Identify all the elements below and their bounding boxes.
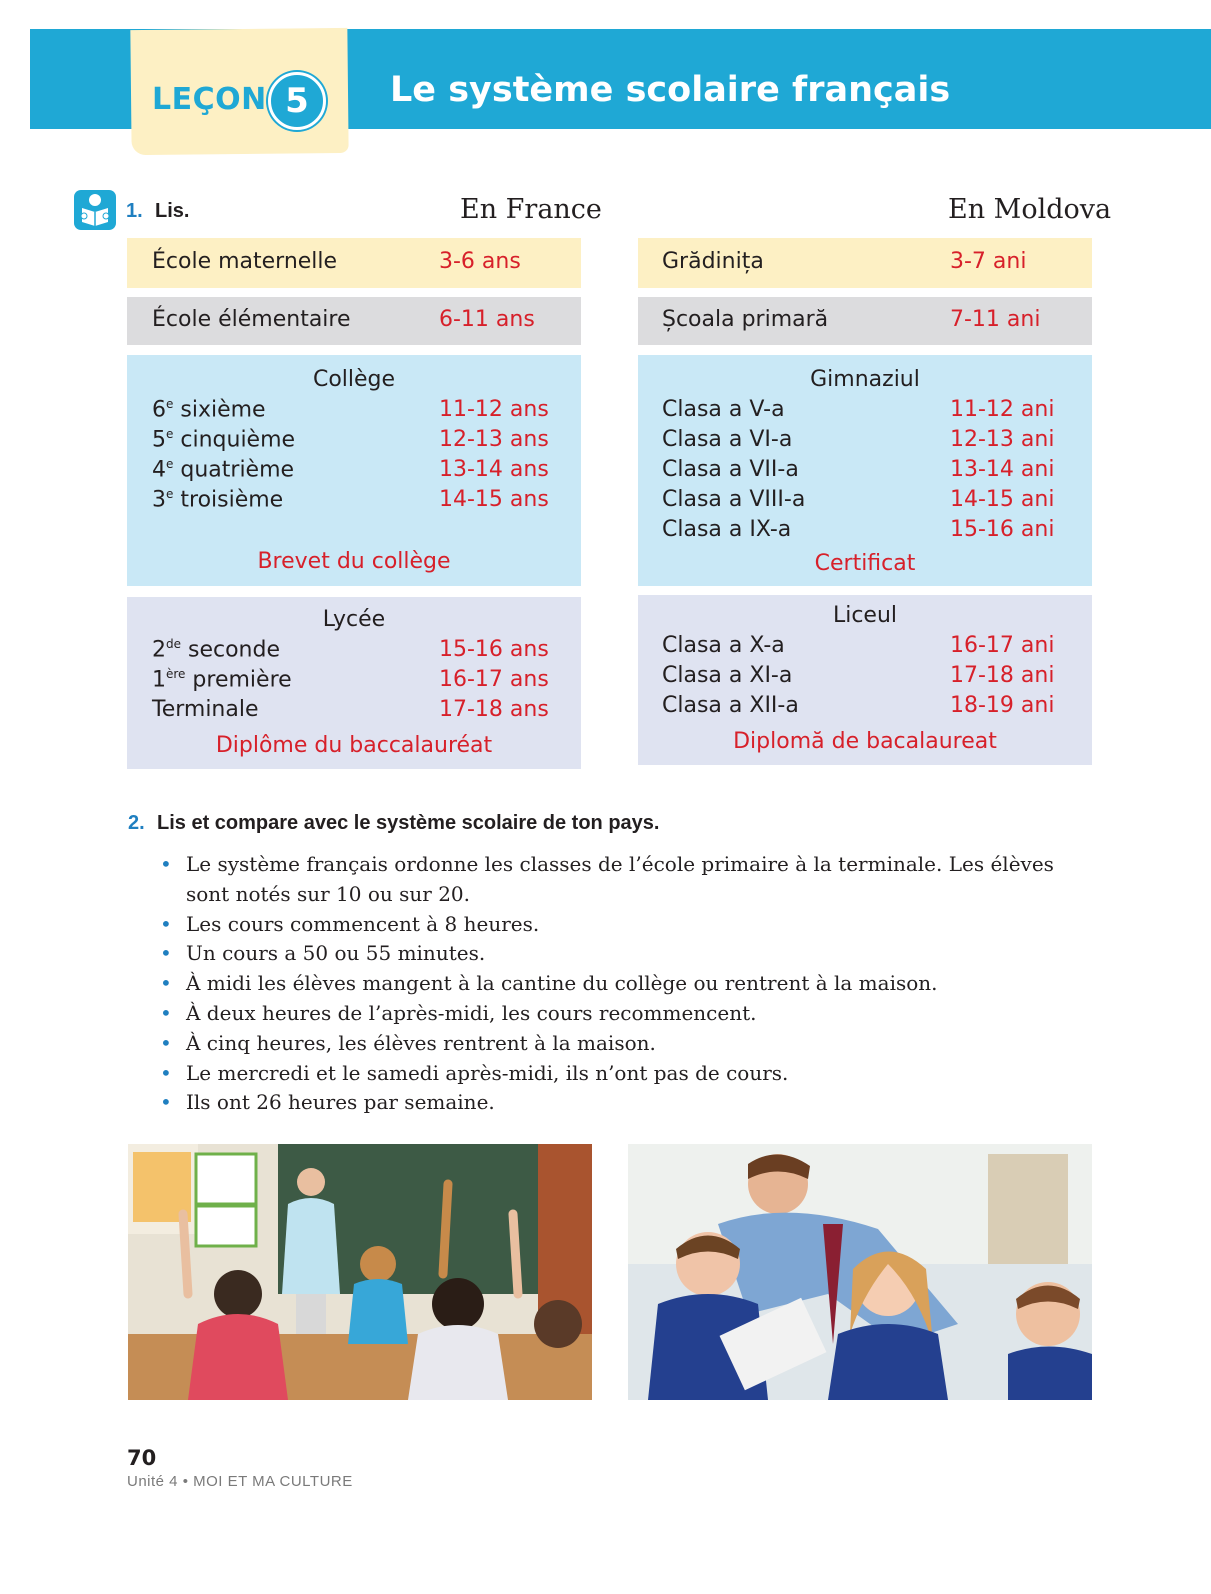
age-range: 18-19 ani (950, 693, 1055, 718)
age-range: 11-12 ani (950, 397, 1055, 422)
exercise-1-instruction: Lis. (155, 200, 190, 222)
age-range: 12-13 ans (439, 427, 549, 452)
reader-icon (74, 190, 116, 230)
bullet-icon: • (160, 1000, 172, 1025)
level-label: École maternelle (152, 249, 338, 274)
college-diploma: Brevet du collège (257, 549, 451, 574)
lycee-diploma: Diplôme du baccalauréat (215, 733, 493, 758)
list-item: • À deux heures de l’après-midi, les cours recommencent. (160, 999, 1100, 1029)
age-range: 16-17 ani (950, 633, 1055, 658)
bullet-icon: • (160, 1090, 172, 1115)
exercise-1-number: 1. (126, 200, 143, 222)
liceul-title: Liceul (832, 603, 898, 628)
list-item: • Le système français ordonne les classes de l’école primaire à la terminale. Les élèves sont notés sur 10 ou sur 20. (160, 852, 1054, 906)
teacher-students-photo (628, 1144, 1092, 1400)
list-item: • Ils ont 26 heures par semaine. (160, 1088, 1100, 1118)
class-label: Clasa a VI-a (662, 427, 793, 452)
age-range: 11-12 ans (439, 397, 549, 422)
lycee-title: Lycée (322, 607, 386, 632)
france-college-box (127, 355, 581, 586)
class-label: Clasa a XII-a (662, 693, 799, 718)
france-maternelle-row (127, 238, 581, 288)
class-label: Clasa a IX-a (662, 517, 792, 542)
class-label: Clasa a X-a (662, 633, 785, 658)
age-range: 17-18 ani (950, 663, 1055, 688)
france-heading: En France (460, 194, 602, 225)
moldova-heading: En Moldova (948, 194, 1112, 225)
class-label: Clasa a V-a (662, 397, 785, 422)
college-title: Collège (312, 367, 396, 392)
age-range: 15-16 ani (950, 517, 1055, 542)
list-item: • Les cours commencent à 8 heures. (160, 910, 1100, 940)
class-label: 2de seconde (152, 637, 280, 663)
bullet-icon: • (160, 1030, 172, 1055)
age-range: 17-18 ans (439, 697, 549, 722)
class-label: 3e troisième (152, 487, 284, 513)
class-label: Terminale (152, 697, 259, 722)
age-range: 13-14 ans (439, 457, 549, 482)
unit-footer: Unité 4 • MOI ET MA CULTURE (127, 1473, 353, 1490)
class-label: 1ère première (152, 667, 292, 693)
bullet-icon: • (160, 971, 172, 996)
bullet-list (160, 850, 1100, 1118)
page-title: Le système scolaire français (390, 70, 951, 110)
age-range: 12-13 ani (950, 427, 1055, 452)
list-item: • À cinq heures, les élèves rentrent à la maison. (160, 1029, 1100, 1059)
list-item: • À midi les élèves mangent à la cantine du collège ou rentrent à la maison. (160, 969, 1100, 999)
moldova-gimnaziul-box (638, 355, 1092, 586)
age-range: 6-11 ans (439, 307, 535, 332)
exercise-2-instruction: Lis et compare avec le système scolaire de ton pays. (157, 812, 660, 834)
age-range: 3-6 ans (439, 249, 521, 274)
age-range: 13-14 ani (950, 457, 1055, 482)
age-range: 14-15 ans (439, 487, 549, 512)
age-range: 14-15 ani (950, 487, 1055, 512)
france-lycee-box (127, 597, 581, 769)
liceul-diploma: Diplomă de bacalaureat (733, 729, 997, 754)
class-label: 4e quatrième (152, 457, 295, 483)
france-elementaire-row (127, 297, 581, 345)
age-range: 16-17 ans (439, 667, 549, 692)
class-label: Clasa a XI-a (662, 663, 793, 688)
class-label: Clasa a VII-a (662, 457, 799, 482)
bullet-icon: • (160, 1060, 172, 1085)
level-label: Grădinița (662, 249, 764, 274)
class-label: Clasa a VIII-a (662, 487, 806, 512)
exercise-2-number: 2. (128, 812, 145, 834)
level-label: École élémentaire (152, 307, 351, 332)
gimnaziul-title: Gimnaziul (810, 367, 920, 392)
moldova-liceul-box (638, 595, 1092, 765)
class-label: 5e cinquième (152, 427, 296, 453)
class-label: 6e sixième (152, 397, 266, 423)
moldova-gradinita-row (638, 238, 1092, 288)
classroom-photo (128, 1144, 592, 1400)
list-item: • Le mercredi et le samedi après-midi, ils n’ont pas de cours. (160, 1059, 1100, 1089)
list-item: • Un cours a 50 ou 55 minutes. (160, 939, 1100, 969)
age-range: 3-7 ani (950, 249, 1027, 274)
bullet-icon: • (160, 941, 172, 966)
age-range: 15-16 ans (439, 637, 549, 662)
moldova-primara-row (638, 297, 1092, 345)
bullet-icon: • (160, 911, 172, 936)
lecon-label: LEÇON (152, 82, 267, 117)
lecon-number-badge: 5 (268, 72, 326, 130)
page-number: 70 (127, 1446, 157, 1470)
gimnaziul-diploma: Certificat (814, 551, 916, 576)
level-label: Școala primară (662, 307, 829, 332)
age-range: 7-11 ani (950, 307, 1041, 332)
bullet-icon: • (160, 852, 172, 876)
